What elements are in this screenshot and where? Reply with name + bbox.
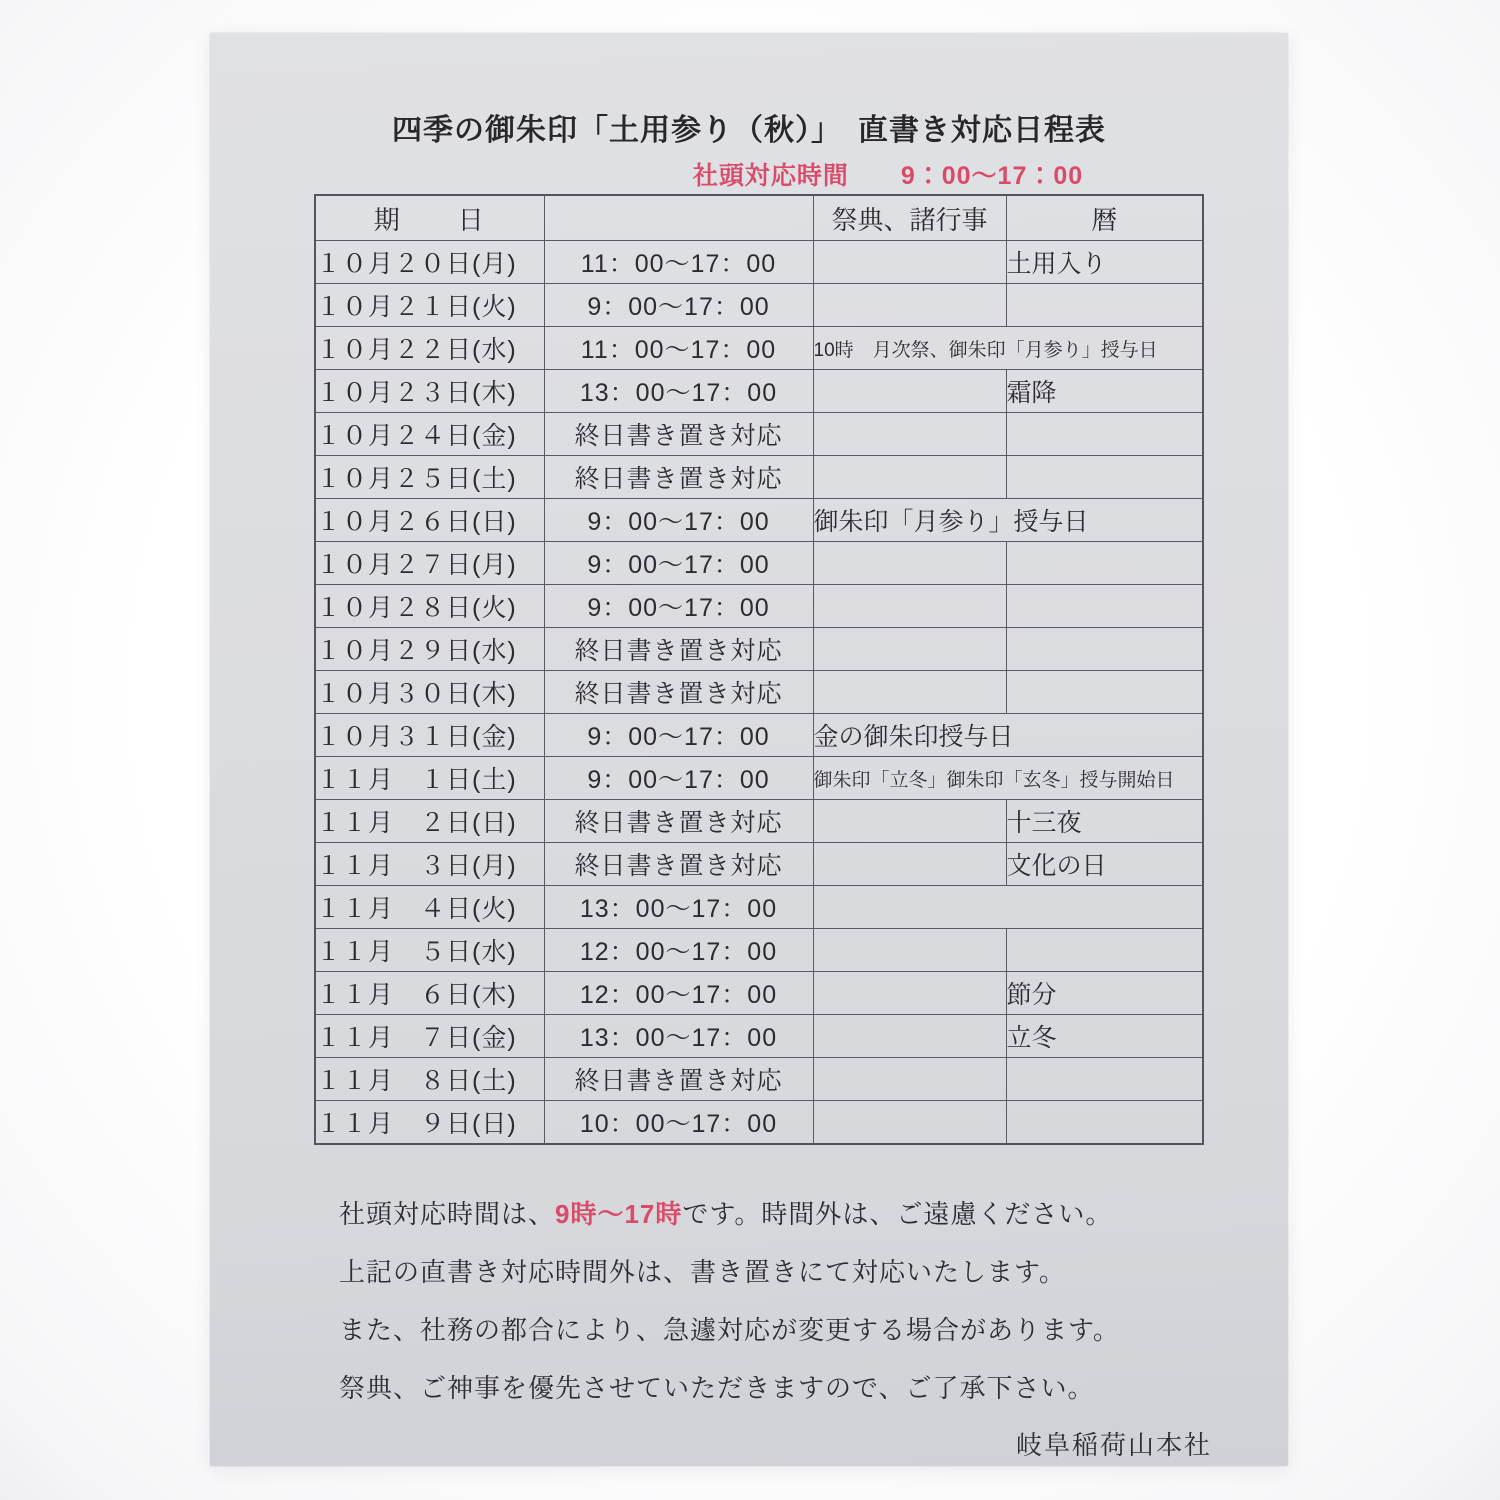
calendar-cell: 文化の日 [1006, 843, 1203, 886]
date-cell: １０月２３日(木) [315, 370, 544, 413]
time-cell: 9：00～17：00 [544, 499, 813, 542]
date-cell: １１月 ４日(火) [315, 886, 544, 929]
time-cell: 終日書き置き対応 [544, 456, 813, 499]
time-cell: 10：00～17：00 [544, 1101, 813, 1145]
date-cell: １０月２６日(日) [315, 499, 544, 542]
event-cell [813, 800, 1006, 843]
schedule-table [314, 194, 1204, 1145]
date-cell: １０月２５日(土) [315, 456, 544, 499]
notes-section [339, 1185, 1288, 1417]
time-cell: 9：00～17：00 [544, 714, 813, 757]
event-cell-merged: 10時 月次祭、御朱印「月参り」授与日 [813, 327, 1203, 370]
table-row [315, 628, 1203, 671]
event-cell-merged: 御朱印「立冬」御朱印「玄冬」授与開始日 [813, 757, 1203, 800]
event-cell [813, 671, 1006, 714]
calendar-cell: 霜降 [1006, 370, 1203, 413]
table-row [315, 370, 1203, 413]
calendar-cell [1006, 1101, 1203, 1145]
table-row [315, 499, 1203, 542]
time-cell: 13：00～17：00 [544, 1015, 813, 1058]
table-row [315, 456, 1203, 499]
date-cell: １０月２１日(火) [315, 284, 544, 327]
event-cell [813, 456, 1006, 499]
page-title: 四季の御朱印「土用参り（秋）」 直書き対応日程表 [392, 114, 1106, 147]
table-row [315, 972, 1203, 1015]
event-cell [813, 241, 1006, 284]
date-cell: １１月 １日(土) [315, 757, 544, 800]
event-cell [813, 413, 1006, 456]
time-cell: 9：00～17：00 [544, 542, 813, 585]
time-cell: 9：00～17：00 [544, 585, 813, 628]
date-cell: １１月 ８日(土) [315, 1058, 544, 1101]
calendar-cell [1006, 456, 1203, 499]
event-cell [813, 1101, 1006, 1145]
header-calendar: 暦 [1006, 195, 1203, 241]
note-line-3: また、社務の都合により、急遽対応が変更する場合があります。 [339, 1315, 1120, 1345]
calendar-cell [1006, 585, 1203, 628]
event-cell-merged [813, 886, 1203, 929]
calendar-cell [1006, 628, 1203, 671]
event-cell [813, 628, 1006, 671]
time-cell: 12：00～17：00 [544, 972, 813, 1015]
time-cell: 11：00～17：00 [544, 327, 813, 370]
time-cell: 終日書き置き対応 [544, 413, 813, 456]
table-row [315, 671, 1203, 714]
header-date: 期 日 [315, 195, 544, 241]
event-cell [813, 284, 1006, 327]
calendar-cell: 立冬 [1006, 1015, 1203, 1058]
calendar-cell [1006, 1058, 1203, 1101]
event-cell-merged: 御朱印「月参り」授与日 [813, 499, 1203, 542]
time-cell: 終日書き置き対応 [544, 800, 813, 843]
time-cell: 終日書き置き対応 [544, 671, 813, 714]
event-cell [813, 929, 1006, 972]
date-cell: １０月３０日(木) [315, 671, 544, 714]
header-events: 祭典、諸行事 [813, 195, 1006, 241]
date-cell: １０月２８日(火) [315, 585, 544, 628]
table-row [315, 1101, 1203, 1145]
event-cell [813, 585, 1006, 628]
event-cell [813, 843, 1006, 886]
calendar-cell [1006, 284, 1203, 327]
table-row [315, 843, 1203, 886]
table-row [315, 714, 1203, 757]
table-row [315, 757, 1203, 800]
time-cell: 9：00～17：00 [544, 284, 813, 327]
table-row [315, 929, 1203, 972]
table-row [315, 284, 1203, 327]
date-cell: １０月２７日(月) [315, 542, 544, 585]
table-row [315, 800, 1203, 843]
time-cell: 終日書き置き対応 [544, 1058, 813, 1101]
calendar-cell: 十三夜 [1006, 800, 1203, 843]
date-cell: １０月３１日(金) [315, 714, 544, 757]
table-row [315, 241, 1203, 284]
date-cell: １１月 ２日(日) [315, 800, 544, 843]
time-cell: 11：00～17：00 [544, 241, 813, 284]
date-cell: １１月 ７日(金) [315, 1015, 544, 1058]
date-cell: １１月 ６日(木) [315, 972, 544, 1015]
calendar-cell [1006, 929, 1203, 972]
note-line-4: 祭典、ご神事を優先させていただきますので、ご了承下さい。 [339, 1373, 1095, 1403]
event-cell [813, 972, 1006, 1015]
event-cell [813, 370, 1006, 413]
calendar-cell [1006, 671, 1203, 714]
table-header-row [315, 195, 1203, 241]
time-cell: 13：00～17：00 [544, 370, 813, 413]
date-cell: １１月 ３日(月) [315, 843, 544, 886]
calendar-cell [1006, 542, 1203, 585]
table-row [315, 327, 1203, 370]
header-time [544, 195, 813, 241]
time-cell: 終日書き置き対応 [544, 628, 813, 671]
shrine-signature: 岐阜稲荷山本社 [1015, 1430, 1212, 1460]
table-row [315, 1058, 1203, 1101]
note-line-1 [339, 1185, 1288, 1243]
date-cell: １０月２０日(月) [315, 241, 544, 284]
time-cell: 13：00～17：00 [544, 886, 813, 929]
date-cell: １０月２２日(水) [315, 327, 544, 370]
table-row [315, 886, 1203, 929]
calendar-cell: 土用入り [1006, 241, 1203, 284]
note-line-2: 上記の直書き対応時間外は、書き置きにて対応いたします。 [339, 1257, 1066, 1287]
date-cell: １０月２９日(水) [315, 628, 544, 671]
calendar-cell: 節分 [1006, 972, 1203, 1015]
time-cell: 終日書き置き対応 [544, 843, 813, 886]
event-cell [813, 1015, 1006, 1058]
event-cell [813, 542, 1006, 585]
time-cell: 12：00～17：00 [544, 929, 813, 972]
event-cell [813, 1058, 1006, 1101]
table-row [315, 1015, 1203, 1058]
time-cell: 9：00～17：00 [544, 757, 813, 800]
table-row [315, 542, 1203, 585]
table-row [315, 413, 1203, 456]
note-1-pre: 社頭対応時間は、 [339, 1199, 556, 1229]
date-cell: １０月２４日(金) [315, 413, 544, 456]
table-row [315, 585, 1203, 628]
date-cell: １１月 ５日(水) [315, 929, 544, 972]
calendar-cell [1006, 413, 1203, 456]
date-cell: １１月 ９日(日) [315, 1101, 544, 1145]
note-1-post: です。時間外は、ご遠慮ください。 [682, 1199, 1113, 1229]
schedule-paper [210, 33, 1288, 1466]
note-1-hours-red: 9時～17時 [555, 1199, 683, 1229]
reception-hours-subtitle: 社頭対応時間 9：00～17：00 [692, 162, 1084, 190]
event-cell-merged: 金の御朱印授与日 [813, 714, 1203, 757]
